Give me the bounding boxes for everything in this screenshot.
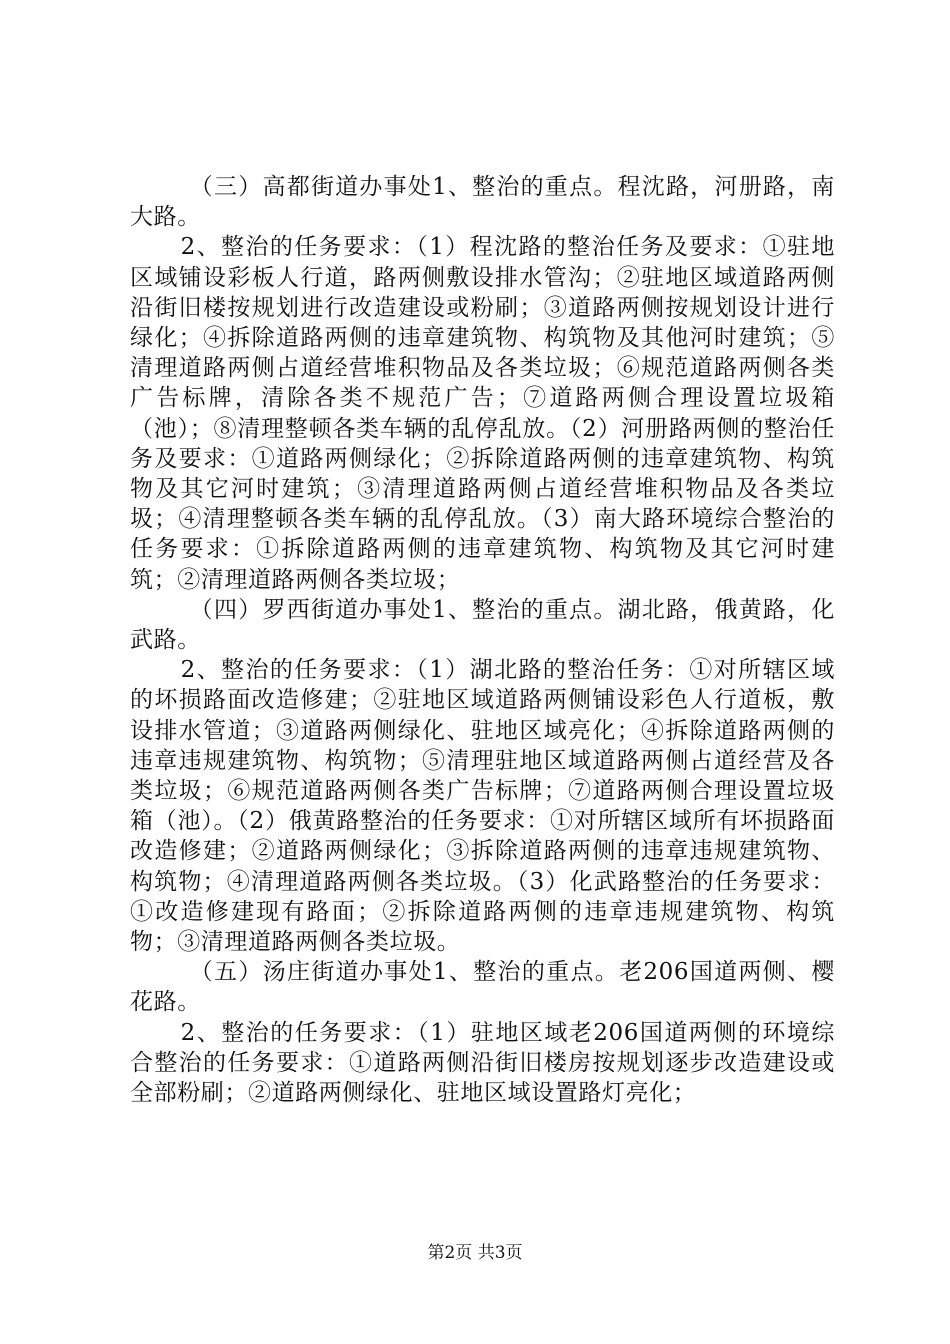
section-heading-tangzhuang: （五）汤庄街道办事处1、整治的重点。老206国道两侧、樱花路。 xyxy=(130,959,835,1016)
paragraph-tangzhuang-requirements: 2、整治的任务要求：（1）驻地区域老206国道两侧的环境综合整治的任务要求：①道路两侧沿街旧楼房按规划逐步改造建设或全部粉刷；②道路两侧绿化、驻地区域设置路灯亮化； xyxy=(130,1019,835,1107)
paragraph-gaodu-requirements: 2、整治的任务要求：（1）程沈路的整治任务及要求：①驻地区域铺设彩板人行道，路两侧敷设排水管沟；②驻地区域道路两侧沿街旧楼按规划进行改造建设或粉刷；③道路两侧按规划设计进行绿化；④拆除道路两侧的违章建筑物、构筑物及其他河时建筑；⑤清理道路两侧占道经营堆积物品及各类垃圾；⑥规范道路两侧各类广告标牌，清除各类不规范广告；⑦道路两侧合理设置垃圾箱（池）；⑧清理整顿各类车辆的乱停乱放。（2）河册路两侧的整治任务及要求：①道路两侧绿化；②拆除道路两侧的违章建筑物、构筑物及其它河时建筑；③清理道路两侧占道经营堆积物品及各类垃圾；④清理整顿各类车辆的乱停乱放。（3）南大路环境综合整治的任务要求：①拆除道路两侧的违章建筑物、构筑物及其它河时建筑；②清理道路两侧各类垃圾； xyxy=(130,234,835,593)
page-footer xyxy=(0,1243,950,1263)
section-heading-gaodu: （三）高都街道办事处1、整治的重点。程沈路，河册路，南大路。 xyxy=(130,174,835,231)
page-number-label: 第2页 共3页 xyxy=(427,1243,523,1263)
section-heading-luoxi: （四）罗西街道办事处1、整治的重点。湖北路，俄黄路，化武路。 xyxy=(130,596,835,654)
document-body xyxy=(130,172,835,1108)
paragraph-luoxi-requirements: 2、整治的任务要求：（1）湖北路的整治任务：①对所辖区域的坏损路面改造修建；②驻地区域道路两侧铺设彩色人行道板，敷设排水管道；③道路两侧绿化、驻地区域亮化；④拆除道路两侧的违章违规建筑物、构筑物；⑤清理驻地区域道路两侧占道经营及各类垃圾；⑥规范道路两侧各类广告标牌；⑦道路两侧合理设置垃圾箱（池）。（2）俄黄路整治的任务要求：①对所辖区域所有坏损路面改造修建；②道路两侧绿化；③拆除道路两侧的违章违规建筑物、构筑物；④清理道路两侧各类垃圾。（3）化武路整治的任务要求：①改造修建现有路面；②拆除道路两侧的违章违规建筑物、构筑物；③清理道路两侧各类垃圾。 xyxy=(130,657,835,956)
